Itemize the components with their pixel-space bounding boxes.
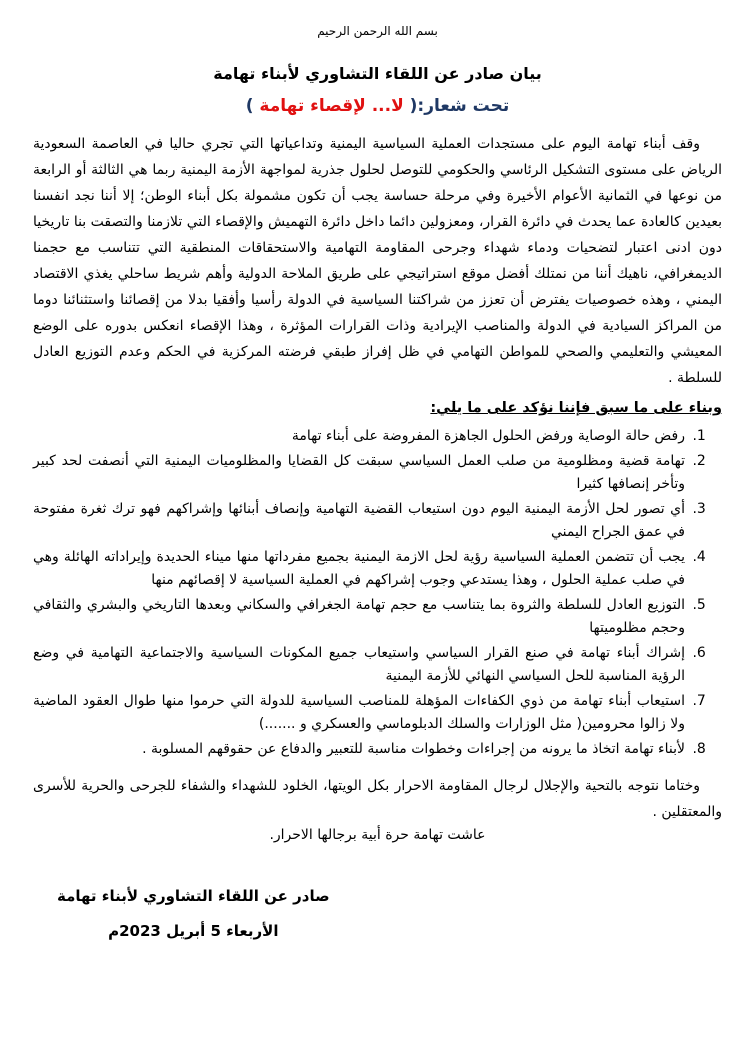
resolution-item: 4. يجب أن تتضمن العملية السياسية رؤية لحل الازمة اليمنية بجميع مفرداتها منها ميناء الحديدة وإيراداته الهائلة وهي في صلب عملية الحلول ، وهذا يستدعي وجوب إشراكهم في العملية السياسية لا إقصائهم منها [33,546,688,593]
resolution-item: 8. لأبناء تهامة اتخاذ ما يرونه من إجراءات وخطوات مناسبة للتعبير والدفاع عن حقوقهم المسلوبة . [33,738,688,762]
document-title: بيان صادر عن اللقاء التشاوري لأبناء تهامة [213,64,542,83]
slogan-line [33,96,722,116]
resolution-item: 5. التوزيع العادل للسلطة والثروة بما يتناسب مع حجم تهامة الجغرافي والسكاني وبعدها التاريخي والبشري والثقافي وحجم مظلوميتها [33,594,688,641]
intro-paragraph: وقف أبناء تهامة اليوم على مستجدات العملية السياسية اليمنية وتداعياتها التي تجري حاليا في العاصمة السعودية الرياض على مستوى التشكيل الرئاسي والحكومي للتوصل لحلول جذرية لمواجهة الأزمة اليمنية ربما هي الثالثة أو الرابعة من نوعها في الثمانية الأعوام الأخيرة وفي مرحلة حساسة يجب أن تكون مشمولة بكل أبناء الوطن؛ إلا أننا نجد انفسنا بعيدين كالعادة عما يحدث في دائرة القرار، ومعزولين دائما داخل دائرة التهميش والإقصاء التي تلازمنا والتصقت بنا تاريخيا دون ادنى اعتبار لتضحيات ودماء شهداء وجرحى المقاومة التهامية والاستحقاقات المنطقية التي تتناسب مع حجمنا الديمغرافي، ناهيك أننا من نمتلك أفضل موقع استراتيجي على طريق الملاحة الدولية وأهم شريط ساحلي يغذي الاقتصاد اليمني ، وهذه خصوصيات يفترض أن تعزز من شراكتنا السياسية في الدولة رأسيا وأفقيا بدلا من إقصائنا واستثنائنا دوما من المراكز السيادية في الدولة والمناصب الإيرادية وذات القرارات المؤثرة ، وهذا الإقصاء انعكس بدوره على الوضع المعيشي والتعليمي والصحي للمواطن التهامي في ظل إفراز طبقي فرضته المركزية في الحكم وعدم التوزيع العادل للسلطة . [33,136,722,386]
resolution-item: 3. أي تصور لحل الأزمة اليمنية اليوم دون استيعاب القضية التهامية وإنصاف أبنائها وإشراكهم فهو ترك ثغرة مفتوحة في عمق الجراح اليمني [33,498,688,545]
date-line: الأربعاء 5 أبريل 2023م [108,922,279,940]
footer-block [57,887,330,940]
resolution-item: 2. تهامة قضية ومظلومية من صلب العمل السياسي سبقت كل القضايا والمظلوميات اليمنية التي أنصفت لحد كبير وتأخر إنصافها كثيرا [33,450,688,497]
victory-line: عاشت تهامة حرة أبية برجالها الاحرار. [269,827,486,843]
resolution-item: 7. استيعاب أبناء تهامة من ذوي الكفاءات المؤهلة للمناصب السياسية للدولة التي حرموا منها طوال العقود الماضية ولا زالوا محرومين( مثل الوزارات والسلك الدبلوماسي والعسكري و .......) [33,690,688,737]
slogan-text: لا... لإقصاء تهامة [259,96,404,116]
resolutions-heading: وبناء على ما سبق فإننا نؤكد على ما يلي: [430,400,722,416]
resolution-item: 6. إشراك أبناء تهامة في صنع القرار السياسي واستيعاب جميع المكونات السياسية والاجتماعية التهامية في وضع الرؤية المناسبة للحل السياسي النهائي للأزمة اليمنية [33,642,688,689]
basmala-text: بسم الله الرحمن الرحيم [317,24,438,38]
resolution-item: 1. رفض حالة الوصاية ورفض الحلول الجاهزة المفروضة على أبناء تهامة [33,425,688,449]
slogan-prefix: تحت شعار:( [403,96,510,116]
issuer-line: صادر عن اللقاء التشاوري لأبناء تهامة [57,887,330,905]
footer-area [33,887,722,940]
slogan-suffix: ) [245,96,260,116]
closing-paragraph: وختاما نتوجه بالتحية والإجلال لرجال المقاومة الاحرار بكل الويتها، الخلود للشهداء والشفاء للجرحى والحرية للأسرى والمعتقلين . [33,778,722,820]
resolutions-list [33,425,722,761]
